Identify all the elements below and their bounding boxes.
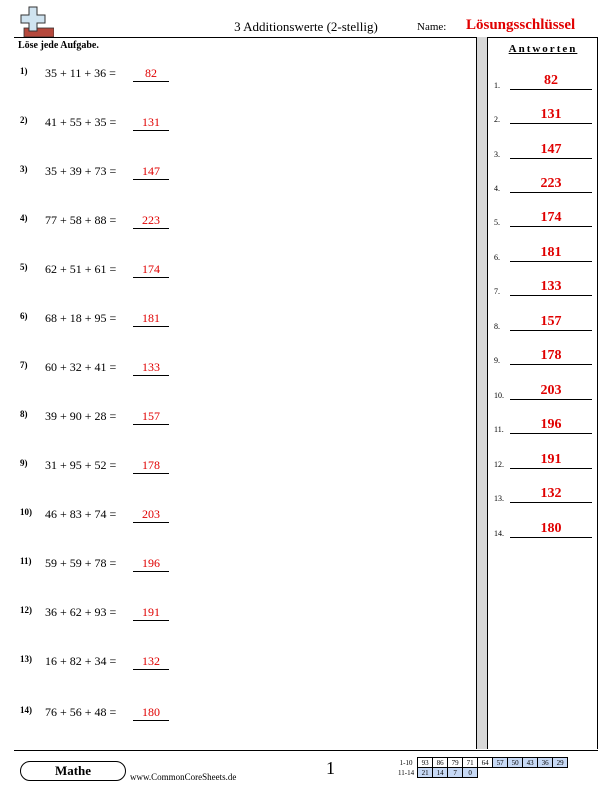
problem-number: 10) <box>20 507 32 517</box>
answer-key-heading: Antworten <box>508 43 578 55</box>
score-cell: 57 <box>493 758 508 768</box>
subject-badge: Mathe <box>20 761 126 781</box>
problem-expression: 76 + 56 + 48 = <box>45 705 117 719</box>
answer-key-value: 157 <box>510 314 592 331</box>
score-cell: 79 <box>448 758 463 768</box>
column-divider-right <box>487 37 488 749</box>
problem-answer: 223 <box>133 213 169 229</box>
problem-answer: 180 <box>133 705 169 721</box>
answer-key-number: 7. <box>494 287 500 296</box>
answer-key-value: 196 <box>510 417 592 434</box>
problem-answer: 196 <box>133 556 169 572</box>
problem-expression: 39 + 90 + 28 = <box>45 409 117 423</box>
answer-key-number: 9. <box>494 356 500 365</box>
answer-key-number: 14. <box>494 529 504 538</box>
score-cell: 43 <box>523 758 538 768</box>
score-cell: 7 <box>448 768 463 778</box>
answer-key-number: 8. <box>494 322 500 331</box>
instructions: Löse jede Aufgabe. <box>18 40 99 51</box>
score-table <box>396 757 568 778</box>
page-right-border <box>597 37 598 749</box>
problem-expression: 46 + 83 + 74 = <box>45 507 117 521</box>
score-cell-empty <box>553 768 568 778</box>
score-cell: 14 <box>433 768 448 778</box>
problem-answer: 203 <box>133 507 169 523</box>
problem-number: 6) <box>20 311 28 321</box>
problem-expression: 31 + 95 + 52 = <box>45 458 117 472</box>
name-label: Name: <box>417 21 447 33</box>
problem-answer: 191 <box>133 605 169 621</box>
score-cell: 64 <box>478 758 493 768</box>
score-cell: 0 <box>463 768 478 778</box>
answer-key-value: 223 <box>510 176 592 193</box>
answer-key-value: 203 <box>510 383 592 400</box>
problem-answer: 131 <box>133 115 169 131</box>
answer-key-number: 2. <box>494 115 500 124</box>
answer-key-value: 147 <box>510 142 592 159</box>
problem-answer: 82 <box>133 66 169 82</box>
column-divider-left <box>476 37 477 749</box>
problem-answer: 174 <box>133 262 169 278</box>
problem-number: 7) <box>20 360 28 370</box>
answer-key-number: 3. <box>494 150 500 159</box>
problem-expression: 41 + 55 + 35 = <box>45 115 117 129</box>
problem-number: 9) <box>20 458 28 468</box>
problem-number: 5) <box>20 262 28 272</box>
column-divider-fill <box>477 37 487 749</box>
problem-expression: 68 + 18 + 95 = <box>45 311 117 325</box>
answer-key-number: 5. <box>494 218 500 227</box>
score-cell: 93 <box>418 758 433 768</box>
problem-number: 13) <box>20 654 32 664</box>
problem-expression: 35 + 39 + 73 = <box>45 164 117 178</box>
problem-expression: 77 + 58 + 88 = <box>45 213 117 227</box>
score-cell-empty <box>523 768 538 778</box>
problem-expression: 62 + 51 + 61 = <box>45 262 117 276</box>
answer-key-value: 181 <box>510 245 592 262</box>
score-cell: 36 <box>538 758 553 768</box>
score-cell: 86 <box>433 758 448 768</box>
score-cell: 29 <box>553 758 568 768</box>
problem-number: 3) <box>20 164 28 174</box>
answer-key-number: 6. <box>494 253 500 262</box>
answer-key-value: 174 <box>510 210 592 227</box>
score-row <box>396 768 568 778</box>
answer-key-value: 191 <box>510 452 592 469</box>
problem-expression: 36 + 62 + 93 = <box>45 605 117 619</box>
problem-answer: 147 <box>133 164 169 180</box>
answer-key-number: 11. <box>494 425 504 434</box>
problem-number: 1) <box>20 66 28 76</box>
answer-key-number: 13. <box>494 494 504 503</box>
problem-number: 14) <box>20 705 32 715</box>
score-cell: 50 <box>508 758 523 768</box>
problem-number: 2) <box>20 115 28 125</box>
score-range: 1-10 <box>399 758 413 767</box>
problem-number: 8) <box>20 409 28 419</box>
problem-expression: 60 + 32 + 41 = <box>45 360 117 374</box>
problem-number: 12) <box>20 605 32 615</box>
problem-answer: 132 <box>133 654 169 670</box>
answer-key-number: 10. <box>494 391 504 400</box>
score-row <box>396 758 568 768</box>
problem-expression: 59 + 59 + 78 = <box>45 556 117 570</box>
header-divider <box>14 37 598 38</box>
score-cell-empty <box>508 768 523 778</box>
problem-answer: 133 <box>133 360 169 376</box>
score-cell: 21 <box>418 768 433 778</box>
answer-key-value: 178 <box>510 348 592 365</box>
answer-key-number: 4. <box>494 184 500 193</box>
score-cell-empty <box>493 768 508 778</box>
problem-number: 11) <box>20 556 32 566</box>
score-cell: 71 <box>463 758 478 768</box>
answer-key-value: 133 <box>510 279 592 296</box>
answer-key-value: 82 <box>510 73 592 90</box>
problem-answer: 157 <box>133 409 169 425</box>
problem-expression: 16 + 82 + 34 = <box>45 654 117 668</box>
answer-key-value: 132 <box>510 486 592 503</box>
problem-answer: 178 <box>133 458 169 474</box>
score-range: 11-14 <box>398 768 415 777</box>
problem-answer: 181 <box>133 311 169 327</box>
answer-key-number: 1. <box>494 81 500 90</box>
page-number: 1 <box>326 758 335 778</box>
site-url: www.CommonCoreSheets.de <box>130 772 237 782</box>
worksheet-title: 3 Additionswerte (2-stellig) <box>234 19 378 34</box>
answer-key-value: 180 <box>510 521 592 538</box>
score-cell-empty <box>538 768 553 778</box>
problem-number: 4) <box>20 213 28 223</box>
answer-key-title: Lösungsschlüssel <box>466 17 576 33</box>
problem-expression: 35 + 11 + 36 = <box>45 66 116 80</box>
answer-key-value: 131 <box>510 107 592 124</box>
footer-divider <box>14 750 598 751</box>
answer-key-number: 12. <box>494 460 504 469</box>
score-cell-empty <box>478 768 493 778</box>
